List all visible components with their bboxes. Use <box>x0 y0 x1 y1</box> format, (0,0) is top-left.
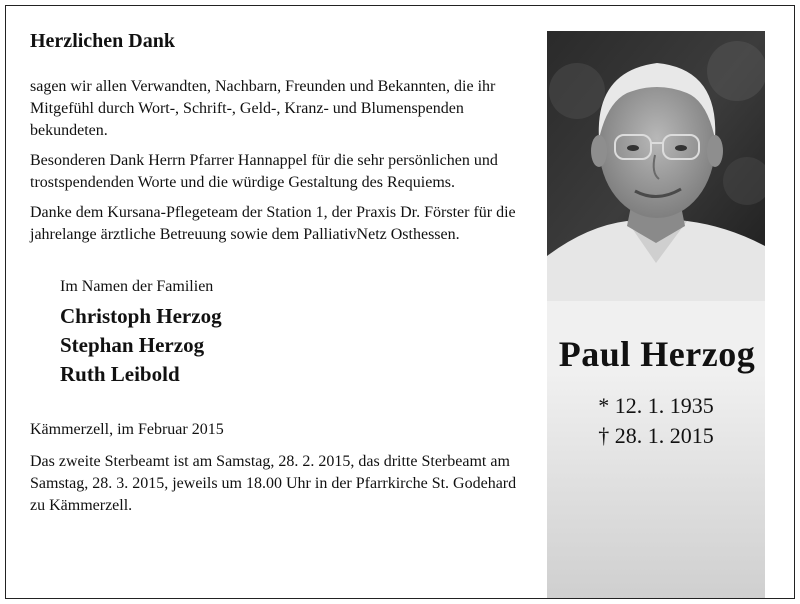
family-block <box>60 276 530 389</box>
death-date: † 28. 1. 2015 <box>598 423 714 448</box>
paragraph-thanks: sagen wir allen Verwandten, Nachbarn, Freunden und Bekannten, die ihr Mitgefühl durch Wort-, Schrift-, Geld-, Kranz- und Blumenspenden bekundeten. <box>30 78 496 139</box>
family-member: Ruth Leibold <box>60 362 180 386</box>
paragraph-care: Danke dem Kursana-Pflegeteam der Station 1, der Praxis Dr. Förster für die jahrelange ärztliche Betreuung sowie dem PalliativNetz Osthessen. <box>30 204 516 243</box>
portrait-photo <box>547 31 765 301</box>
thanks-column <box>30 28 530 525</box>
obituary-notice <box>5 5 795 599</box>
place-date: Kämmerzell, im Februar 2015 <box>30 421 224 438</box>
family-member: Christoph Herzog <box>60 304 222 328</box>
deceased-name: Paul Herzog <box>558 334 756 374</box>
family-intro: Im Namen der Familien <box>60 278 214 295</box>
family-member: Stephan Herzog <box>60 333 205 357</box>
portrait-photo-icon <box>547 31 765 301</box>
portrait-column <box>547 31 765 599</box>
notice-heading: Herzlichen Dank <box>30 30 175 52</box>
birth-date: * 12. 1. 1935 <box>598 393 714 418</box>
paragraph-pastor: Besonderen Dank Herrn Pfarrer Hannappel für die sehr persönlichen und trostspendenden Worte und die würdige Gestaltung des Requiems. <box>30 152 498 191</box>
paragraph-masses: Das zweite Sterbeamt ist am Samstag, 28. 2. 2015, das dritte Sterbeamt am Samstag, 28. 3. 2015, jeweils um 18.00 Uhr in der Pfarrkirche St. Godehard zu Kämmerzell. <box>30 453 517 514</box>
